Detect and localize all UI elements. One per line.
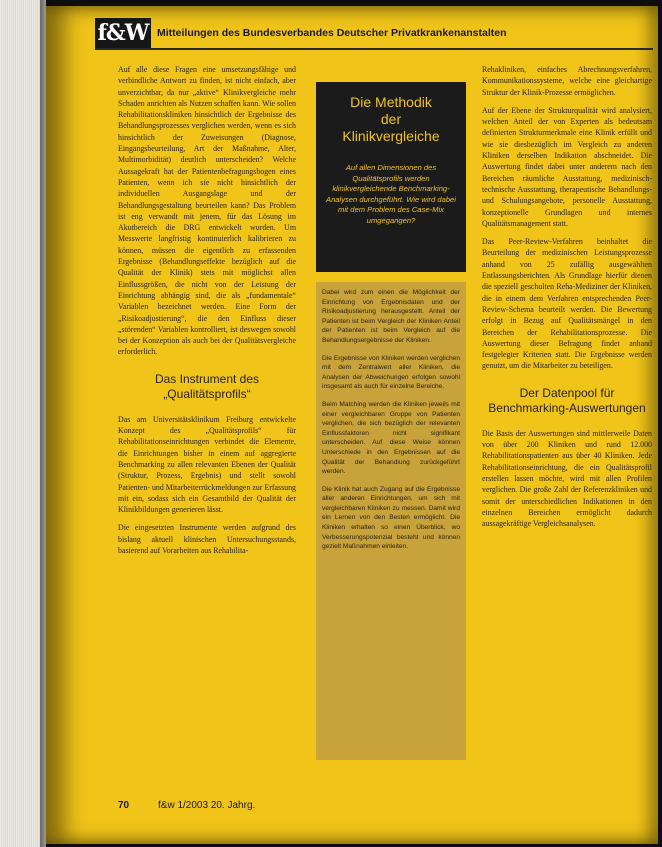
column-middle <box>316 282 466 760</box>
feature-box <box>316 82 466 272</box>
paragraph: Das am Universitätsklinikum Freiburg entwickelte Konzept des „Qualitätsprofils“ für Rehabilitationseinrichtungen verbindet die Elemente, die Einrichtungen bisher in einem auf aggregierte Benchmarking zu allen relevanten Ebenen der Qualität (Struktur, Prozess, Ergebnis) und stellt sowohl Patienten- und Mitarbeiterrückmeldungen zur Erfassung mit ein, sodass sich ein Gesamtbild der Qualität der Klinikbildungen generieren lässt. <box>118 414 296 515</box>
feature-box-title-line: der <box>380 111 402 127</box>
feature-box-title-line: Klinikvergleiche <box>342 128 440 144</box>
paragraph: Auf der Ebene der Strukturqualität wird analysiert, welchen Anteil der von Experten als bedeutsam definierten Strukturmerkmale eine Klinik erfüllt und wie sie diesbezüglich im Vergleich zu anderen Kliniken derselben Indikation abschneidet. Die Auswertung findet dabei unter anderem nach den Bereichen räumliche Ausstattung, medizinisch-technische Ausstattung, therapeutische Behandlungs- und Schulungsangebote, personelle Ausstattung, konzeptionelle Grundlagen und internes Qualitätsmanagement statt. <box>482 105 652 228</box>
issue-label: f&w 1/2003 20. Jahrg. <box>158 800 256 811</box>
header-title: Mitteilungen des Bundesverbandes Deutscher Privatkrankenanstalten <box>157 27 507 39</box>
paragraph: Dabei wird zum einen die Möglichkeit der Einrichtung von Ergebnisdaten und der Risikoadjustierung herausgestellt. Anteil der Patienten ist beim Vergleich der Kliniken Anteil der Patienten ist beim Vergleich auf die Behandlungsergebnisse der Kliniken. <box>322 289 460 344</box>
section-heading: Das Instrument des „Qualitätsprofils“ <box>154 371 260 401</box>
column-left <box>118 64 296 563</box>
paragraph: Rehakliniken, einfaches Abrechnungsverfahren, Kommunikationssysteme, welche eine gleichartige Struktur der Klinik-Prozesse ermöglichen. <box>482 65 652 97</box>
column-right <box>482 64 652 536</box>
feature-box-teaser: Auf allen Dimensionen des Qualitätsprofils werden klinikvergleichende Benchmarking-Analysen durchgeführt. Wie wird dabei mit dem Problem des Case-Mix umgegangen? <box>326 163 456 225</box>
paragraph: Die Klinik hat auch Zugang auf die Ergebnisse aller anderen Einrichtungen, um sich mit vergleichbaren Kliniken zu messen. Damit wird ein Lernen von den Besten ermöglicht. Die Kliniken erhalten so einen Überblick, wo Verbesserungspotenzial besteht und können gezielt Maßnahmen einleiten. <box>322 485 460 551</box>
paragraph: Beim Matching werden die Kliniken jeweils mit einer vergleichbaren Gruppe von Patienten verglichen, die sich bezüglich der relevanten Einflussfaktoren nicht signifikant unterscheiden. Auf diese Weise können Unterschiede in den Ergebnissen auf die Qualität der Behandlung zurückgeführt werden. <box>322 400 460 476</box>
paragraph: Die eingesetzten Instrumente werden aufgrund des bislang aktuell klinischen Untersuchungsstands, basierend auf Vorarbeiten aus Rehabilita- <box>118 523 296 555</box>
paragraph: Das Peer-Review-Verfahren beinhaltet die Beurteilung der medizinischen Leistungsprozesse anhand von 25 zufällig ausgewählten Entlassungsberichten. Als Grundlage hierfür dienen die speziell geschulten Reha-Mediziner der Kliniken, die in einem dem Verfahren entsprechenden Peer-Review-Schema beurteilt werden. Die Bewertung erfolgt in Bezug auf Qualitätsmängel in den Bereichen der Rehabilitationsprozesse. Die Auswertung dieser Befragung findet anhand festgelegter Kriterien statt. Die Ergebnisse werden genutzt, um die Mitarbeiter zu beteiligen. <box>482 237 652 371</box>
paragraph: Die Ergebnisse von Kliniken werden verglichen mit dem Zentralwert aller Kliniken, die Analysen der Abweichungen erfolgen sowohl insgesamt als auch für einzelne Bereiche. <box>322 354 460 391</box>
feature-box-title <box>316 94 466 145</box>
paragraph: Die Basis der Auswertungen sind mittlerweile Daten von über 200 Kliniken und rund 12.000 Rehabilitationspatienten aus über 40 Kliniken. Jede Rehabilitationseinrichtung, die ein Qualitätsprofil erstellen lassen möchte, wird mit allen Profilen verglichen. Die große Zahl der Referenzkliniken und somit der unterschiedlichen Indikationen in den einzelnen Bereichen ermöglicht dadurch aussagekräftige Vergleichsanalysen. <box>482 428 652 529</box>
page-number: 70 <box>118 800 130 811</box>
header-rule <box>95 48 653 50</box>
section-heading: Der Datenpool für Benchmarking-Auswertungen <box>488 385 646 415</box>
page-header <box>95 18 653 48</box>
paragraph: Auf alle diese Fragen eine umsetzungsfähige und verbindliche Antwort zu finden, ist nicht einfach, aber unverzichtbar, da nur „aktive“ Klinikvergleiche mehr Schaden anrichten als Nutzen schaffen kann. Wie sollen Rehabilitationskliniken hinsichtlich der Ergebnisse des Behandlungsprozesses verglichen werden, wenn es sich hinsichtlich der Zuweisungen (Diagnose, Eingangsbeurteilung, Art der Maßnahme, Alter, Multimorbidität) deutlich unterscheiden? Welche Aussagekraft hat der Patientenbefragungsbogen eines Patienten, wenn ich sie nicht hinsichtlich der individuellen Ausgangslage und der Behandlungsgestaltung beurteilen kann? Das Problem ist eng verwandt mit jenem, für das Lösung im Akutbereich die DRG entwickelt wurden. Um Messwerte langfristig kontinuierlich kalibrieren zu können, müssen die eigentlich zu erfassenden Ergebnisse (Behandlungseffekte bezüglich auf die Qualität der Klinik) stets mit möglichst allen Einflussgrößen, die nicht von der Leistung der Einrichtung abhängig sind, die als „fundamentale“ Variablen bezeichnet werden. Eine Form der „Risikoadjustierung“, die den Einfluss dieser „störenden“ Variablen kontrolliert, ist deswegen sowohl bei der Konzeption als auch bei der Qualitätsvergleiche erforderlich. <box>118 65 296 357</box>
feature-box-title-line: Die Methodik <box>350 94 432 110</box>
magazine-logo: f&W <box>95 18 151 48</box>
